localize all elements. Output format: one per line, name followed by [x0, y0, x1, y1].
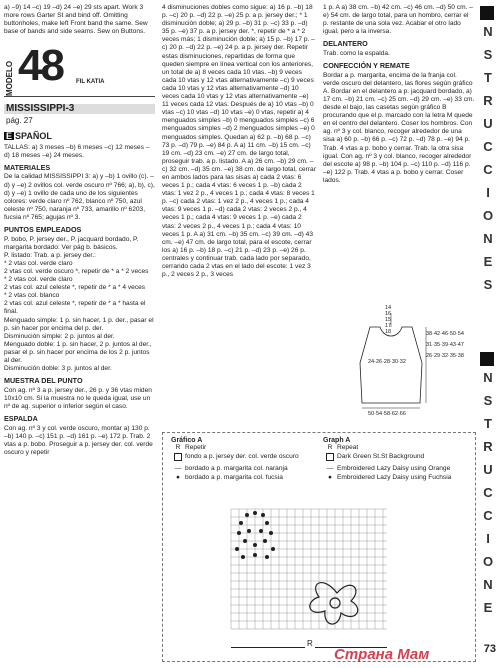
page-ref: pág. 27	[6, 116, 33, 126]
dash-symbol-icon: —	[326, 465, 334, 472]
legend-row	[171, 453, 311, 464]
striped-line: 2 vtas col. azul celeste *, repetir de * a * hasta el final.	[4, 300, 146, 316]
striped-line: * 2 vtas col. verde claro	[4, 259, 73, 267]
legend-title: Gráfico A	[171, 437, 203, 444]
legend-row	[323, 465, 468, 473]
dim-label: 50·54·58·62·66	[368, 411, 406, 417]
sidebar-letter: C	[483, 508, 493, 523]
stitches-intro: P. bobo, P. jersey der., P. jacquard bordado, P. margarita bordado: Ver pág b. básicos.	[4, 235, 139, 251]
logo-number: 48	[18, 41, 63, 91]
dot-symbol-icon: ●	[328, 474, 332, 481]
gauge-heading: MUESTRA DEL PUNTO	[4, 376, 83, 386]
front-text: Trab. como la espalda.	[323, 49, 390, 57]
legend-text: Embroidered Lazy Daisy using Orange	[337, 465, 451, 472]
sidebar-letter: N	[483, 231, 493, 246]
intro-text: a) –9) 14 –c) 19 –d) 24 –e) 29 sts apart. Work 3 more rows Garter St and bind off. Omitting buttonholes, make left Front band the same. Sew base of bands and side seams. Sew on Buttons.	[4, 4, 148, 36]
repeat-symbol-icon: R	[175, 444, 181, 451]
dim-label: 31·35·39·43·47	[426, 342, 464, 348]
finishing-heading: CONFECCIÓN Y REMATE	[323, 61, 410, 71]
dim-label: 14	[385, 305, 392, 311]
language-heading	[4, 132, 155, 140]
square-symbol-icon	[323, 453, 337, 464]
sidebar-letter: T	[484, 70, 492, 85]
sidebar-letter: U	[483, 116, 493, 131]
watermark-logo: Страна Мам	[334, 646, 430, 663]
repeat-symbol-icon: R	[327, 444, 333, 451]
schematic-drawing	[322, 305, 476, 425]
sidebar-letter: T	[484, 416, 492, 431]
striped-line: * 2 vtas col. blanco	[4, 292, 60, 300]
model-name: MISSISSIPPI-3	[4, 104, 155, 114]
back-continued-text: 4 disminuciones dobles como sigue: a) 16 p. –b) 18 p. –c) 20 p. –d) 22 p. –e) 25 p. a p. jersey der.; * 1 disminución doble; a) 29 p. –b) 31 p. –c) 33 p. –d) 35 p. –e) 37 p. a p. jersey der. *, repetir de * a * 2 veces más; 1 disminución doble; a) 15 p. –b) 17 p. –c) 20 p. –d) 22 p. –e) 24 p. a p. jersey der. Repetir estas disminuciones, repartidas de forma que queden siempre en línea vertical con los anteriores, un total de a) 8 veces cada 10 vtas. –b) 9 veces cada 10 vtas y 12 vtas alternativamente –c) 9 veces cada 10 vtas y 12 vtas alternativamente –d) 10 veces cada 10 vtas y 12 vtas alternativamente –e) 11 veces cada 12 vtas. Después de a) 10 vtas –b) 0 vtas –c) 10 vtas –d) 10 vtas –e) 0 vtas, repetir a) 4 menguados simples –b) 0 menguados simples –c) 6 menguados simples –d) 2 menguados simples –e) 0 menguados simples. Quedan a) 62 p. –b) 68 p. –c) 73 p. –d) 79 p. –e) 84 p. A a) 11 cm. –b) 15 cm. –c) 19 cm. –d) 23 cm. –e) 27 cm. de largo total, proseguir trab. a p. listado. A a) 26 cm. –b) 29 cm. –c) 32 cm. –d) 35 cm. –e) 38 cm. de largo total, cerrar en ambos lados para las sisas a) cada 2 vtas: 6 veces 1 p.; cada 4 vtas: 6 veces 1 p. –b) cada 2 vtas: 1 vez 2 p., 4 veces 1 p.; cada 4 vtas: 8 veces 1 p. –c) cada 2 vtas: 1 vez 2 p., 4 veces 1 p.; cada 4 vtas: 9 veces 1 p. –d) cada 2 vtas: 2 veces 2 p., 4 veces 1 p.; cada 4 vtas: 9 veces 1 p. –e) cada 2 vtas: 2 veces 2 p., 4 veces 1 p.; cada 4 vtas: 10 veces 1 p. A a) 31 cm. –b) 35 cm. –c) 39 cm. –d) 43 cm. –e) 47 cm. de largo total, para el escote, cerrar los a) 16 p. –b) 18 p. –c) 21 p. –d) 23 p. –e) 26 p. centrales y continuar trab. cada lado por separado, cerrando cada 2 vtas en el lado del escote: 1 vez 3 p., 2 veces 2 p., 3 veces	[162, 4, 316, 279]
sidebar-letter: O	[482, 554, 494, 569]
back-finish-text: 1 p. A a) 38 cm. –b) 42 cm. –c) 46 cm. –d) 50 cm. –e) 54 cm. de largo total, para un hombro, cerrar el p. restante de una sola vez. Acabar el otro lado igual, pero a la inversa.	[323, 4, 473, 36]
dim-label: 15	[385, 317, 392, 323]
sidebar-letter: N	[483, 24, 493, 39]
sidebar-letter: E	[483, 254, 493, 269]
square-symbol-icon	[171, 453, 185, 464]
finishing-text: Bordar a p. margarita, encima de la franja col. verde oscuro del delantero, las flores según gráfico A. Bordar en el delantero a p. jacquard bordado, a) 17 cm. –b) 21 cm. –c) 25 cm. –d) 29 cm. –e) 33 cm. desde el bajo, las casetas según gráfico B procurando que el p. marcado con la letra M quede en el centro del delantero. Coser los hombros. Con ag. nº 3 y col. blanco, recoger alrededor de una sisa a) 60 p. –b) 66 p. –c) 72 p. –d) 78 p. –e) 94 p. Trab. 4 vtas a p. bobo y cerrar. Trab. la otra sisa igual. Con ag. nº 3 y col. blanco, recoger alrededor del escote a) 98 p. –b) 104 p. –c) 110 p. –d) 116 p. –e) 122 p. Trab. 4 vtas a p. bobo y cerrar. Coser lados.	[323, 71, 475, 184]
page-number: 73	[483, 643, 496, 655]
double-decrease: Menguado doble: 1 p. sin hacer, 2 p. juntos al der., pasar el p. sin hacer por encima de los 2 p. juntos al der.	[4, 340, 152, 364]
gauge-text: Con ag. nº 3 a p. jersey der., 26 p. y 36 vtas miden 10x10 cm. Si la muestra no le queda igual, use un nº de ag. superior o inferior según el caso.	[4, 386, 152, 410]
legend-text: Repeat	[337, 444, 359, 451]
striped-line: * 2 vtas col. verde claro	[4, 276, 73, 284]
sidebar-letter: R	[483, 93, 493, 108]
sidebar-letter: C	[483, 485, 493, 500]
dim-label: 17	[385, 323, 392, 329]
legend-row	[323, 444, 468, 452]
dash-symbol-icon: —	[174, 465, 182, 472]
legend-row	[171, 465, 311, 473]
sidebar-letter: C	[483, 162, 493, 177]
front-heading: DELANTERO	[323, 39, 368, 49]
sidebar-letter: E	[483, 600, 493, 615]
sidebar-letter: S	[483, 277, 493, 292]
sidebar-letter: I	[486, 531, 490, 546]
schematic-top-labels	[385, 305, 391, 335]
dim-label: 26·29·32·35·38	[426, 353, 464, 359]
sidebar-letter: N	[483, 370, 493, 385]
language-name: SPAÑOL	[15, 130, 52, 141]
legend-text: bordado a p. margarita col. naranja	[185, 465, 288, 472]
materials-heading: MATERIALES	[4, 162, 51, 172]
legend-spanish	[171, 437, 311, 483]
striped-line: 2 vtas col. verde oscuro *, repetir de * a * 2 veces	[4, 267, 149, 275]
sidebar-block	[480, 352, 494, 366]
logo-word: MODELO	[5, 61, 14, 97]
language-letter: E	[6, 130, 13, 141]
legend-text: Dark Green St.St Background	[337, 453, 425, 460]
striped-heading: P. listado: Trab. a p. jersey der.:	[4, 251, 96, 259]
sidebar-letter: R	[483, 439, 493, 454]
materials-text: De la calidad MISSISSIPPI 3: a) y –b) 1 ovillo (c). –d) y –e) 2 ovillos col. verde oscuro nº 766; a), b), c), d) y –e) 1 ovillo de cada uno de los siguientes colores: verde claro nº 762, blanco nº 750, azul celeste nº 750, naranja nº 733, amarillo nº 6203, fucsia nº 765; agujas nº 3.	[4, 173, 155, 221]
legend-row	[171, 444, 311, 452]
sidebar-letter: C	[483, 139, 493, 154]
dim-label: 18	[385, 329, 392, 335]
legend-text: Embroidered Lazy Daisy using Fuchsia	[337, 474, 452, 481]
chart-panel	[162, 432, 476, 662]
column-right	[323, 4, 475, 185]
sidebar-letter: N	[483, 577, 493, 592]
back-heading: ESPALDA	[4, 414, 38, 424]
legend-english	[323, 437, 468, 483]
legend-text: bordado a p. margarita col. fucsia	[185, 474, 283, 481]
legend-row	[323, 474, 468, 482]
repeat-label: R	[307, 639, 313, 648]
model-logo	[4, 40, 155, 102]
legend-title: Graph A	[323, 437, 351, 444]
sizes-text: TALLAS: a) 3 meses –b) 6 meses –c) 12 meses –d) 18 meses –e) 24 meses.	[4, 143, 150, 159]
striped-line: 2 vtas col. azul celeste *, repetir de * a * 4 veces	[4, 284, 146, 292]
sidebar-letter: O	[482, 208, 494, 223]
back-text: Con ag. nº 3 y col. verde oscuro, montar a) 130 p. –b) 140 p. –c) 151 p. –d) 161 p. –e) 172 p. Trab. 2 vtas a p. bobo. Proseguir a p. jersey der. col. verde oscuro y repetir	[4, 424, 153, 456]
dot-symbol-icon: ●	[176, 474, 180, 481]
stitches-heading: PUNTOS EMPLEADOS	[4, 225, 82, 234]
legend-text: fondo a p. jersey der. col. verde oscuro	[185, 453, 299, 460]
dim-label: 24·26·28·30·32	[368, 359, 406, 365]
column-left	[4, 4, 155, 457]
garment-schematic	[322, 305, 476, 425]
column-middle	[162, 4, 316, 279]
dim-label: 16	[385, 311, 392, 317]
sidebar-letter: I	[486, 185, 490, 200]
sidebar-letter: U	[483, 462, 493, 477]
single-decrease: Menguado simple: 1 p. sin hacer, 1 p. der., pasar el p. sin hacer por encima del p. der.	[4, 316, 154, 332]
legend-row	[171, 474, 311, 482]
simple-decrease: Disminución simple: 2 p. juntos al der.	[4, 332, 115, 340]
sidebar-letter: S	[483, 393, 493, 408]
legend-row	[323, 453, 468, 464]
dim-label: 38·42·46·50·54	[426, 331, 464, 337]
embroidery-grid-chart	[227, 505, 393, 645]
double-reduction: Disminución doble: 3 p. juntos al der.	[4, 365, 112, 373]
logo-brand: FIL KATIA	[76, 79, 105, 86]
sidebar-letter: S	[483, 47, 493, 62]
logo-rule	[4, 96, 155, 97]
sidebar-block	[480, 6, 494, 20]
legend-text: Repetir	[185, 444, 207, 451]
sidebar-instructions	[476, 0, 500, 668]
